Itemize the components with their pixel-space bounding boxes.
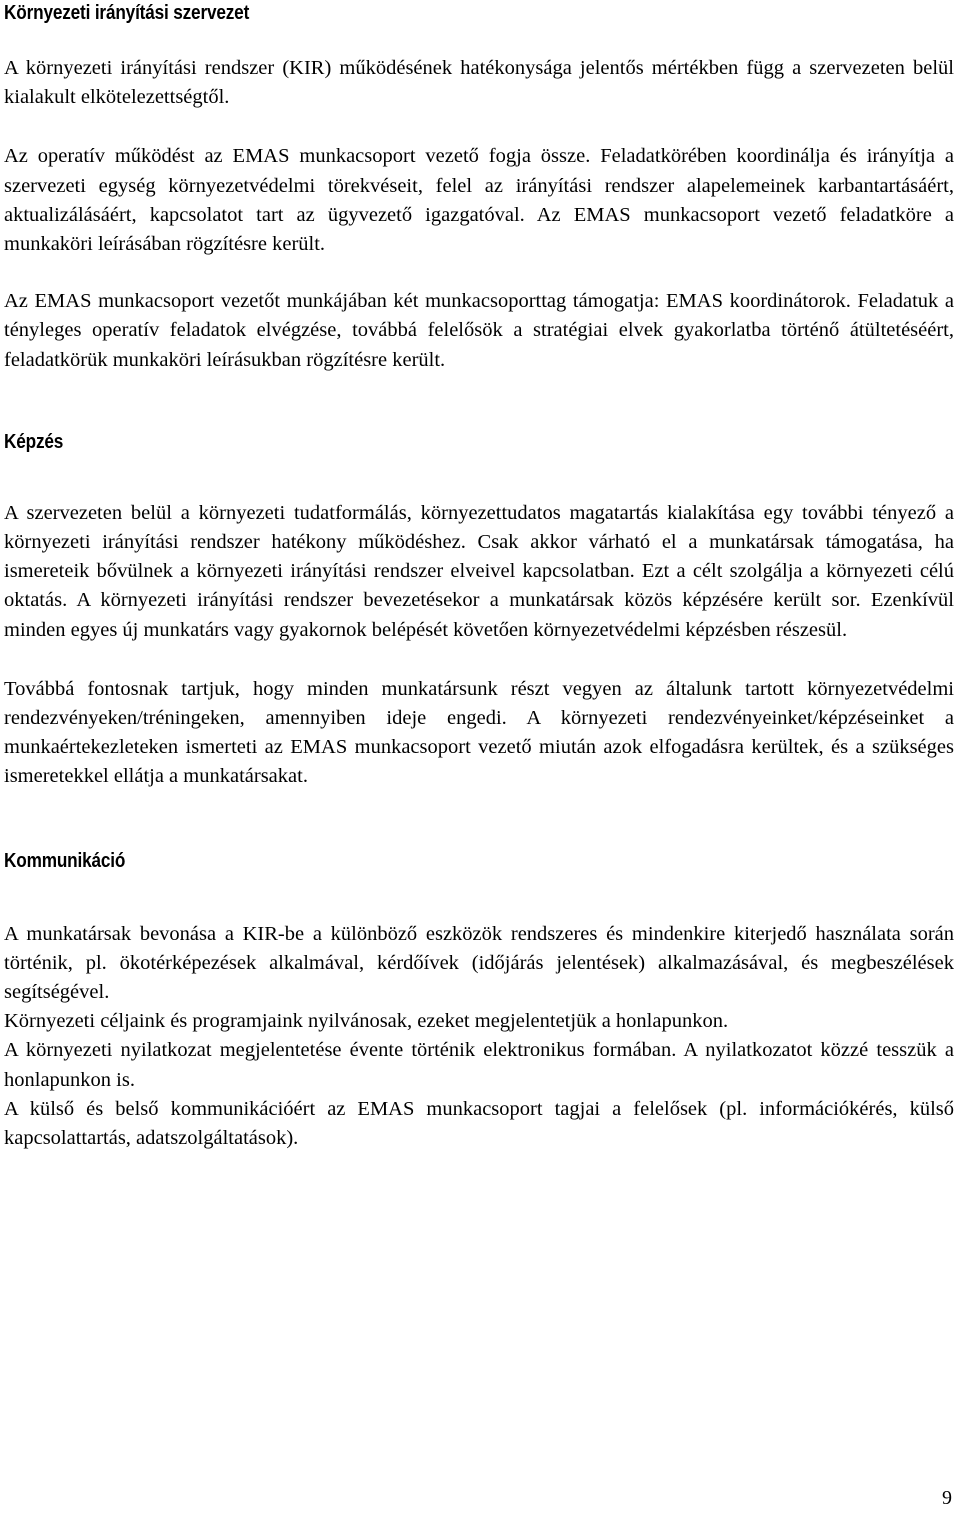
document-page [4,0,954,1153]
paragraph-emas-koordinatorok: Az EMAS munkacsoport vezetőt munkájában két munkacsoporttag támogatja: EMAS koordinátorok. Feladatuk a tényleges operatív feladatok elvégzése, továbbá felelősök a stratégiai elvek gyakorlatba történő átültetéséért, feladatkörük munkaköri leírásukban rögzítésre került. [4,290,954,371]
paragraph-operativ-mukodes: Az operatív működést az EMAS munkacsoport vezető fogja össze. Feladatkörében koordinálja és irányítja a szervezeti egység környezetvédelmi törekvéseit, felel az irányítási rendszer alapelemeinek karbantartásáért, aktualizálásáért, kapcsolatot tart az ügyvezető igazgatóval. Az EMAS munkacsoport vezető feladatköre a munkaköri leírásában rögzítésre került. [4,145,954,256]
paragraph-munkatarsak-bevonasa: A munkatársak bevonása a KIR-be a különböző eszközök rendszeres és mindenkire kiterjedő használata során történik, pl. ökotérképezések alkalmával, kérdőívek (időjárás jelentések) alkalmazásával, és megbeszélések segítségével. [4,922,954,1004]
page-number: 9 [942,1487,952,1509]
paragraph-kulso-belso-kommunikacio: A külső és belső kommunikációért az EMAS munkacsoport tagjai a felelősek (pl. információkérés, külső kapcsolattartás, adatszolgáltatások). [4,1097,954,1150]
paragraph-kir-hatekonysag: A környezeti irányítási rendszer (KIR) működésének hatékonysága jelentős mértékben függ a szervezeten belül kialakult elkötelezettségtől. [4,57,954,109]
paragraph-tudatformalas: A szervezeten belül a környezeti tudatformálás, környezettudatos magatartás kialakítása egy további tényező a környezeti irányítási rendszer hatékony működéshez. Csak akkor várható el a munkatársak támogatása, ha ismereteik bővülnek a környezeti irányítási rendszer elveivel kapcsolatban. Ezt a célt szolgálja a környezeti célú oktatás. A környezeti irányítási rendszer bevezetésekor a munkatársak közös képzésére került sor. Ezenkívül minden egyes új munkatárs vagy gyakornok belépését követően környezetvédelmi képzésben részesül. [4,501,954,641]
section-heading-kir-szervezet: Környezeti irányítási szervezet [4,2,250,24]
paragraph-kornyezeti-nyilatkozat: A környezeti nyilatkozat megjelentetése évente történik elektronikus formában. A nyilatkozatot közzé tesszük a honlapunkon is. [4,1039,954,1091]
paragraph-celok-programok: Környezeti céljaink és programjaink nyilvánosak, ezeket megjelentetjük a honlapunkon. [4,1010,729,1033]
paragraph-rendezvenyek: Továbbá fontosnak tartjuk, hogy minden munkatársunk részt vegyen az általunk tartott környezetvédelmi rendezvényeken/tréningeken, amennyiben ideje engedi. A környezeti rendezvényeinket/képzéseinket a munkaértekezleteken ismerteti az EMAS munkacsoport vezető miután azok elfogadásra kerültek, és a szükséges ismeretekkel ellátja a munkatársakat. [4,677,954,788]
section-heading-kepzes: Képzés [4,430,64,453]
section-heading-kommunikacio: Kommunikáció [4,849,126,872]
